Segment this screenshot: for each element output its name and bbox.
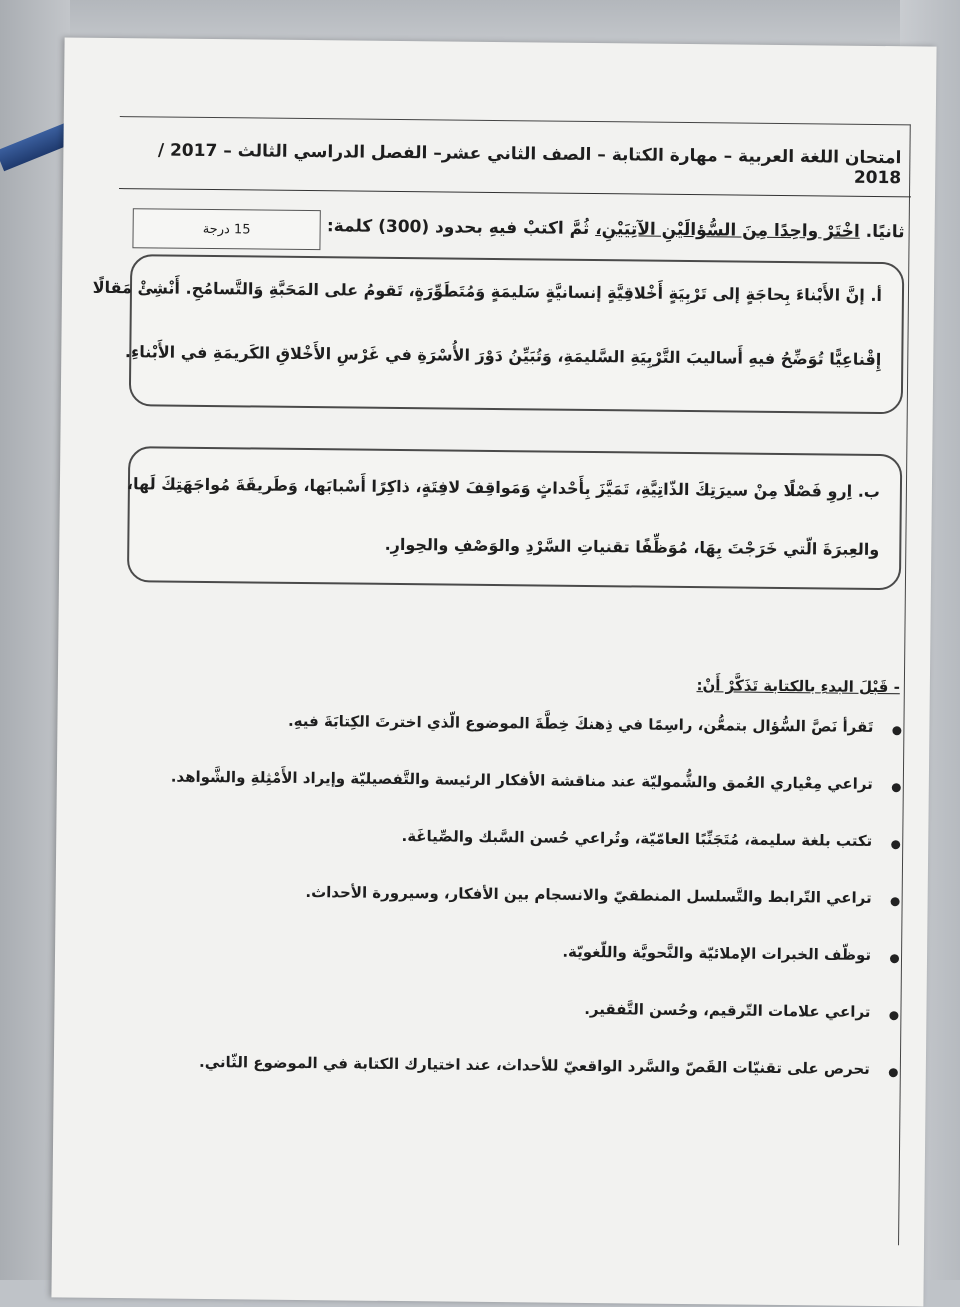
bullet-icon bbox=[892, 783, 901, 792]
list-item bbox=[142, 995, 903, 1060]
bullet-icon bbox=[889, 1011, 898, 1020]
list-item-text: تراعي التّرابط والتَّسلسل المنطقيّ والانسجام بين الأفكار، وسيرورة الأحداث. bbox=[305, 883, 872, 907]
bullet-icon bbox=[891, 840, 900, 849]
list-item bbox=[143, 938, 904, 1003]
exam-paper bbox=[51, 37, 936, 1306]
list-item bbox=[144, 767, 905, 832]
list-item-text: تراعي مِعْياري العُمق والشُّموليّة عند مناقشة الأفكار الرئيسة والتَّفصيليّة وإيراد الأَمْثِلةِ والشَّواهد. bbox=[170, 767, 873, 793]
question-a-line-2: إِقْناعِيًّا تُوَضِّحُ فيهِ أَساليبَ التَّرْبِيَةِ السَّليمَةِ، وَتُبَيِّنُ دَوْرَ الأُسْرَةِ في غَرْسِ الأَخْلاقِ الكَريمَةِ في الأَبْناءِ. bbox=[124, 342, 882, 370]
bullet-icon bbox=[891, 897, 900, 906]
list-item bbox=[144, 824, 905, 889]
question-a-line-1: أ. إنَّ الأَبْناءَ بِحاجَةٍ إلى تَرْبِيَةٍ أَخْلاقِيَّةٍ إنسانيَّةٍ سَليمَةٍ وَمُتَطَوِّرَةٍ، تَقومُ على المَحَبَّةِ وَالتَّسامُحِ. أَنْشِئْ مَقالًا bbox=[92, 277, 883, 306]
section-instruction: ثُمَّ اكتبْ فيهِ بحدود (300) كلمة: bbox=[326, 216, 596, 240]
section-instruction-underlined: اخْتَرْ واحِدًا مِنَ السُّؤالَيْنِ الآتِيَيْنِ، bbox=[595, 219, 860, 242]
grade-label: 15 درجة bbox=[202, 221, 251, 237]
list-item-text: تكتب بلغة سليمة، مُتَجَنِّبًا العامّيّة، وتُراعي حُسن السَّبك والصِّياغَة. bbox=[401, 827, 873, 850]
list-item-text: تراعي علامات التّرقيم، وحُسن التَّفقير. bbox=[584, 999, 871, 1021]
question-b-line-1: ب. اِروِ فَصْلًا مِنْ سيرَتِكَ الذّاتِيَّةِ، تَمَيَّزَ بِأَحْداثٍ وَمَواقِفَ لافِتَةٍ، ذاكِرًا أَسْبابَها، وَطَريقَةَ مُواجَهَتِكَ لَها، bbox=[126, 474, 881, 502]
list-item-text: تَقرأ نَصَّ السُّؤال بتمعُّن، راسِمًا في ذِهنكَ خِطَّةَ الموضوع الّذي اخترتَ الكِتابَةَ فيهِ. bbox=[287, 711, 874, 736]
reminder-title: - قَبْلَ البدءِ بالكتابة تَذَكَّرْ أَنْ: bbox=[696, 676, 900, 697]
section-prefix: ثانيًا. bbox=[859, 221, 905, 243]
list-item bbox=[141, 1052, 902, 1117]
list-item-text: توظّف الخبرات الإملائيّة والنَّحويَّة واللّغويّة. bbox=[562, 942, 872, 964]
bullet-icon bbox=[890, 954, 899, 963]
list-item-text: تحرص على تقنيّات القَصّ والسَّرد الواقعيّ للأحداث، عند اختيارك الكتابة في الموضوع الثّاني. bbox=[198, 1052, 870, 1078]
question-b-line-2: والعِبرَةَ الّتي خَرَجْتَ بِهَا، مُوَظِّفًا تقنياتِ السَّرْدِ والوَصْفِ والحِوارِ. bbox=[384, 534, 880, 560]
question-b-box bbox=[127, 446, 902, 590]
bullet-icon bbox=[892, 726, 901, 735]
bullet-icon bbox=[889, 1068, 898, 1077]
list-item bbox=[143, 881, 904, 946]
reminder-list bbox=[141, 710, 905, 1117]
exam-header: امتحان اللغة العربية – مهارة الكتابة – الصف الثاني عشر– الفصل الدراسي الثالث – 2017 / 2018 bbox=[157, 140, 902, 189]
question-a-box bbox=[92, 254, 905, 414]
list-item bbox=[145, 710, 906, 775]
grade-box bbox=[132, 208, 320, 250]
